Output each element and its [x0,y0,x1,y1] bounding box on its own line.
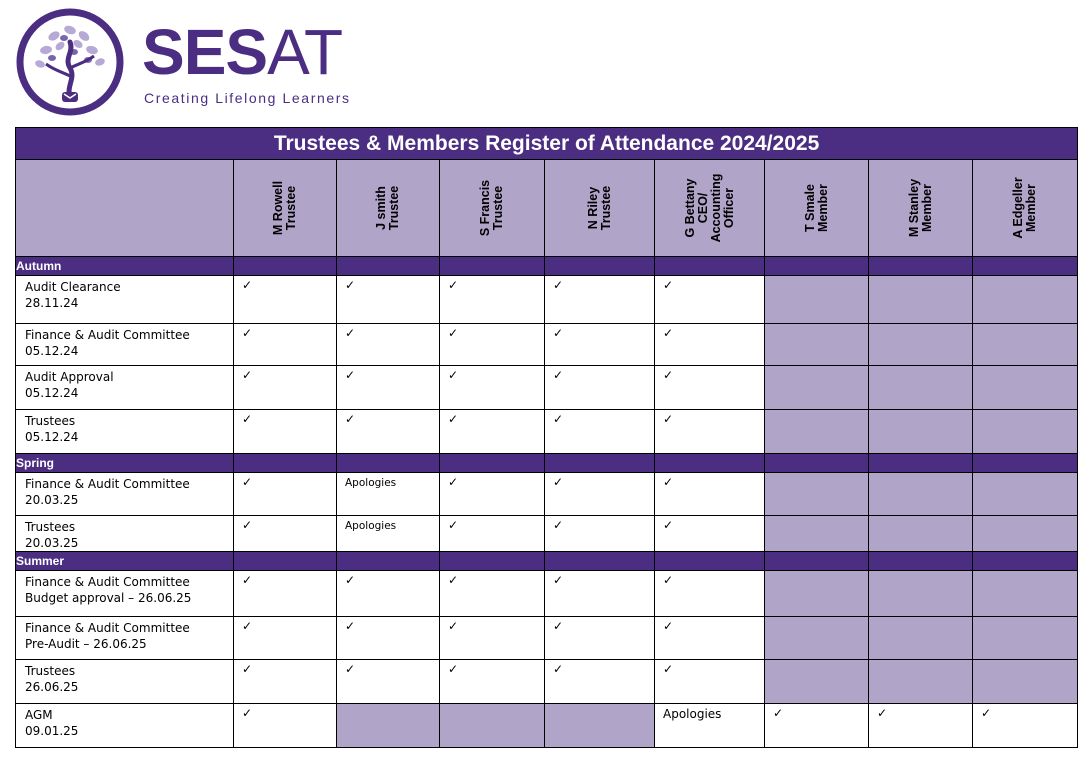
attendance-register-table [15,127,1078,748]
column-header [234,160,337,257]
meeting-date: Budget approval – 26.06.25 [25,591,192,605]
attendance-cell [655,516,765,552]
section-blank-cell [655,454,765,473]
check-icon: ✓ [242,662,253,676]
section-blank-cell [973,552,1078,571]
attendance-cell [234,571,337,617]
column-header [765,160,869,257]
not-applicable-cell [869,660,973,704]
attendance-cell [440,366,545,410]
check-icon: ✓ [242,278,253,292]
attendance-cell [655,660,765,704]
check-icon: ✓ [553,368,564,382]
table-row [16,516,1078,552]
not-applicable-cell [545,704,655,748]
table-title: Trustees & Members Register of Attendance 2024/2025 [16,128,1078,160]
check-icon: ✓ [553,412,564,426]
section-blank-cell [765,552,869,571]
table-row [16,324,1078,366]
attendance-cell [545,324,655,366]
attendance-cell [545,660,655,704]
meeting-label [16,704,234,748]
meeting-label [16,410,234,454]
attendance-cell [234,366,337,410]
attendance-cell [655,324,765,366]
section-blank-cell [440,257,545,276]
not-applicable-cell [765,324,869,366]
table-row [16,660,1078,704]
brand-tagline: Creating Lifelong Learners [144,90,351,106]
check-icon: ✓ [242,573,253,587]
meeting-label [16,660,234,704]
not-applicable-cell [765,473,869,516]
attendance-cell [440,276,545,324]
not-applicable-cell [869,276,973,324]
check-icon: ✓ [663,573,674,587]
attendance-cell [440,516,545,552]
not-applicable-cell [869,516,973,552]
not-applicable-cell [973,366,1078,410]
meeting-label [16,571,234,617]
not-applicable-cell [869,617,973,660]
check-icon: ✓ [448,662,459,676]
meeting-name: Audit Approval [25,370,114,384]
section-blank-cell [655,552,765,571]
attendance-cell [973,704,1078,748]
check-icon: ✓ [877,706,888,720]
section-blank-cell [337,454,440,473]
attendance-cell [655,366,765,410]
attendance-cell [545,617,655,660]
attendance-cell [337,617,440,660]
section-blank-cell [337,552,440,571]
check-icon: ✓ [448,326,459,340]
check-icon: ✓ [242,619,253,633]
check-icon: ✓ [553,475,564,489]
table-row [16,704,1078,748]
attendance-cell [234,704,337,748]
check-icon: ✓ [242,326,253,340]
attendance-cell [234,617,337,660]
section-blank-cell [337,257,440,276]
check-icon: ✓ [663,412,674,426]
check-icon: ✓ [448,475,459,489]
section-blank-cell [869,552,973,571]
attendance-cell [440,660,545,704]
attendance-cell [337,410,440,454]
tree-emblem-icon [14,6,126,118]
attendance-cell [655,276,765,324]
not-applicable-cell [869,410,973,454]
check-icon: ✓ [345,573,356,587]
check-icon: ✓ [242,368,253,382]
attendance-cell [234,660,337,704]
table-title-row [16,128,1078,160]
check-icon: ✓ [553,573,564,587]
meeting-label [16,473,234,516]
meeting-date: 20.03.25 [25,536,79,550]
meeting-name: Finance & Audit Committee [25,477,190,491]
check-icon: ✓ [448,619,459,633]
apologies-text: Apologies [345,477,397,489]
column-header-label: M Stanley Member [906,178,934,238]
section-blank-cell [234,257,337,276]
section-row [16,552,1078,571]
meeting-name: Trustees [25,520,76,534]
attendance-cell [655,617,765,660]
check-icon: ✓ [242,475,253,489]
table-row [16,617,1078,660]
attendance-cell [545,410,655,454]
meeting-name: Trustees [25,414,76,428]
section-blank-cell [973,257,1078,276]
meeting-label [16,617,234,660]
attendance-cell [545,516,655,552]
check-icon: ✓ [345,662,356,676]
attendance-cell [655,704,765,748]
section-row [16,257,1078,276]
attendance-cell [337,324,440,366]
not-applicable-cell [337,704,440,748]
attendance-cell [337,571,440,617]
attendance-cell [765,704,869,748]
not-applicable-cell [973,571,1078,617]
attendance-cell [440,473,545,516]
column-header [545,160,655,257]
not-applicable-cell [973,473,1078,516]
check-icon: ✓ [345,368,356,382]
section-blank-cell [545,257,655,276]
check-icon: ✓ [242,412,253,426]
attendance-cell [869,704,973,748]
attendance-cell [545,366,655,410]
column-header-label: J smith Trustee [374,185,401,231]
check-icon: ✓ [663,518,674,532]
check-icon: ✓ [448,368,459,382]
table-row [16,571,1078,617]
not-applicable-cell [973,410,1078,454]
apologies-text: Apologies [663,707,722,721]
header-blank-cell [16,160,234,257]
meeting-date: 28.11.24 [25,296,79,310]
check-icon: ✓ [448,573,459,587]
meeting-name: Audit Clearance [25,280,121,294]
not-applicable-cell [869,571,973,617]
not-applicable-cell [440,704,545,748]
column-header [440,160,545,257]
check-icon: ✓ [242,706,253,720]
column-header-label: G Bettany CEO/ Accounting Officer [682,173,736,243]
column-header [869,160,973,257]
attendance-cell [234,276,337,324]
check-icon: ✓ [663,368,674,382]
meeting-label [16,324,234,366]
section-blank-cell [440,552,545,571]
section-blank-cell [234,552,337,571]
attendance-cell [234,516,337,552]
check-icon: ✓ [773,706,784,720]
attendance-cell [545,571,655,617]
not-applicable-cell [765,276,869,324]
table-row [16,473,1078,516]
not-applicable-cell [973,276,1078,324]
meeting-name: Finance & Audit Committee [25,328,190,342]
check-icon: ✓ [345,412,356,426]
section-name: Summer [16,552,234,571]
meeting-date: 09.01.25 [25,724,79,738]
not-applicable-cell [973,516,1078,552]
table-row [16,410,1078,454]
meeting-label [16,516,234,552]
attendance-cell [440,571,545,617]
attendance-cell [440,410,545,454]
column-header-label: A Edgeller Member [1011,177,1039,239]
check-icon: ✓ [448,278,459,292]
check-icon: ✓ [553,326,564,340]
section-blank-cell [545,552,655,571]
apologies-text: Apologies [345,520,397,532]
attendance-cell [655,473,765,516]
section-name: Spring [16,454,234,473]
section-name: Autumn [16,257,234,276]
attendance-cell [337,473,440,516]
not-applicable-cell [869,324,973,366]
section-blank-cell [234,454,337,473]
not-applicable-cell [765,571,869,617]
section-row [16,454,1078,473]
not-applicable-cell [765,617,869,660]
attendance-cell [234,410,337,454]
check-icon: ✓ [345,278,356,292]
sesat-logo [14,6,354,120]
not-applicable-cell [869,473,973,516]
meeting-name: Finance & Audit Committee [25,621,190,635]
attendance-cell [234,324,337,366]
attendance-cell [440,617,545,660]
not-applicable-cell [973,324,1078,366]
attendance-cell [655,571,765,617]
not-applicable-cell [765,410,869,454]
column-header-label: S Francis Trustee [478,179,505,237]
check-icon: ✓ [663,278,674,292]
meeting-name: Finance & Audit Committee [25,575,190,589]
check-icon: ✓ [242,518,253,532]
check-icon: ✓ [663,619,674,633]
check-icon: ✓ [553,518,564,532]
meeting-date: 26.06.25 [25,680,79,694]
not-applicable-cell [765,366,869,410]
section-blank-cell [545,454,655,473]
not-applicable-cell [765,516,869,552]
check-icon: ✓ [553,662,564,676]
attendance-cell [337,660,440,704]
not-applicable-cell [973,617,1078,660]
meeting-date: 05.12.24 [25,386,79,400]
attendance-cell [234,473,337,516]
attendance-cell [655,410,765,454]
check-icon: ✓ [448,412,459,426]
section-blank-cell [973,454,1078,473]
column-header-label: T Smale Member [802,184,830,232]
attendance-cell [545,276,655,324]
check-icon: ✓ [448,518,459,532]
column-header-row [16,160,1078,257]
check-icon: ✓ [553,278,564,292]
check-icon: ✓ [981,706,992,720]
attendance-cell [440,324,545,366]
attendance-cell [337,366,440,410]
attendance-cell [545,473,655,516]
column-header-label: N Riley Trustee [585,185,613,231]
attendance-cell [337,516,440,552]
check-icon: ✓ [553,619,564,633]
meeting-date: 05.12.24 [25,344,79,358]
section-blank-cell [765,257,869,276]
not-applicable-cell [973,660,1078,704]
meeting-label [16,276,234,324]
attendance-cell [337,276,440,324]
check-icon: ✓ [663,475,674,489]
meeting-date: 20.03.25 [25,493,79,507]
meeting-date: Pre-Audit – 26.06.25 [25,637,147,651]
table-row [16,276,1078,324]
not-applicable-cell [869,366,973,410]
section-blank-cell [765,454,869,473]
table-row [16,366,1078,410]
section-blank-cell [655,257,765,276]
section-blank-cell [869,454,973,473]
meeting-date: 05.12.24 [25,430,79,444]
section-blank-cell [440,454,545,473]
column-header [337,160,440,257]
meeting-label [16,366,234,410]
meeting-name: Trustees [25,664,76,678]
check-icon: ✓ [663,326,674,340]
brand-wordmark: SESAT [142,16,343,88]
column-header [655,160,765,257]
column-header-label: M Rowell Trustee [271,180,298,236]
section-blank-cell [869,257,973,276]
meeting-name: AGM [25,708,53,722]
not-applicable-cell [765,660,869,704]
check-icon: ✓ [663,662,674,676]
check-icon: ✓ [345,326,356,340]
column-header [973,160,1078,257]
check-icon: ✓ [345,619,356,633]
